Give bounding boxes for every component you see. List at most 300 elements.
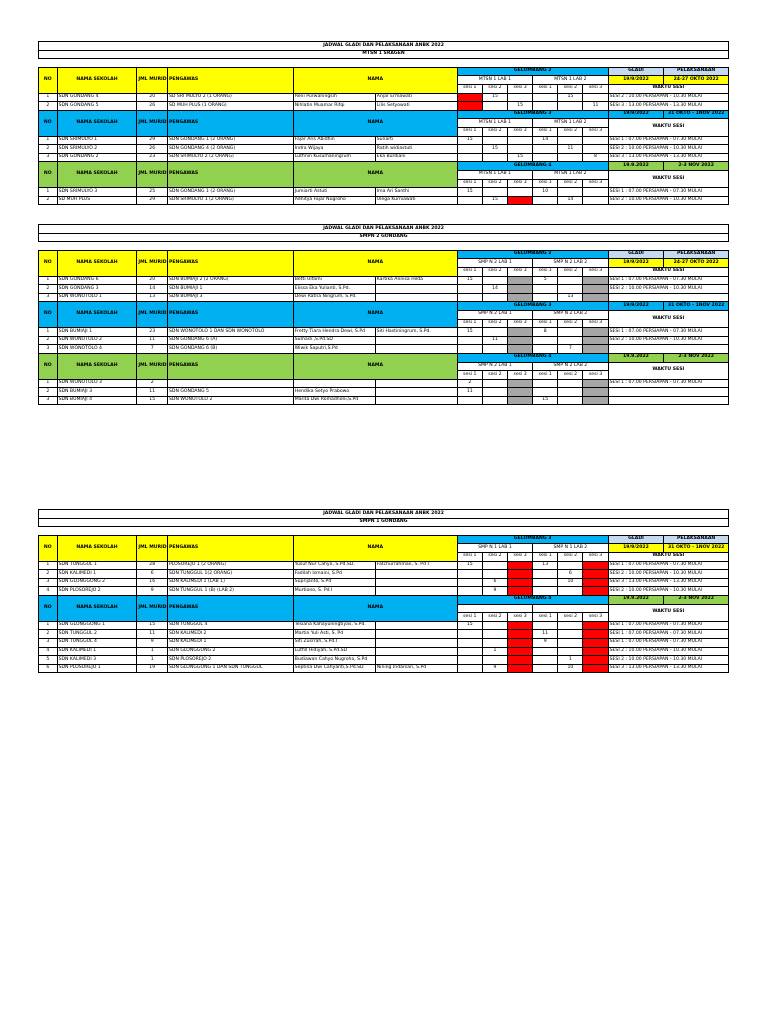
- wave-label: GELOMBANG 4: [457, 595, 608, 604]
- supervisor-name-1: Suprijanto, S.Pd: [293, 578, 375, 587]
- session-count: 11: [583, 102, 608, 111]
- session-header: sesi 3: [583, 127, 608, 136]
- session-count: [533, 578, 558, 587]
- session-count: 15: [457, 561, 482, 570]
- school-name: SDN GONDANG 4: [57, 93, 137, 102]
- session-count: 10: [533, 188, 558, 197]
- school-name: SDN GONDANG 5: [57, 102, 137, 111]
- session-count: [482, 293, 507, 302]
- table-row: [39, 587, 729, 596]
- session-time: SESI 2 : 10.00 PERSIAPAN - 10.30 MULAI: [608, 93, 728, 102]
- supervisor-name-2: [375, 621, 457, 630]
- supervisor-school: SDN KALIMEDI 1 (LAB 1): [168, 578, 294, 587]
- wave-label: GELOMBANG 4: [457, 353, 608, 362]
- col-header-supervisor: PENGAWAS: [168, 353, 294, 379]
- wave-label: GELOMBANG 3: [457, 110, 608, 119]
- session-count: 7: [558, 345, 583, 354]
- session-time: SESI 2 : 10.00 PERSIAPAN - 10.30 MULAI: [608, 336, 728, 345]
- session-header: sesi 2: [482, 319, 507, 328]
- col-header-name: NAMA: [293, 535, 457, 561]
- supervisor-school: SDN GONDANG 1 (2 ORANG): [168, 188, 294, 197]
- supervisor-name-2: Kartika Annisa Hilda: [375, 276, 457, 285]
- student-count: 26: [137, 102, 168, 111]
- student-count: 11: [137, 336, 168, 345]
- student-count: 9: [137, 638, 168, 647]
- col-header-supervisor: PENGAWAS: [168, 535, 294, 561]
- col-header-students: JML MURID: [137, 595, 168, 621]
- student-count: 15: [137, 396, 168, 405]
- school-name: SDN KALIMEDI 3: [57, 656, 137, 665]
- session-header: sesi 1: [457, 371, 482, 380]
- row-number: 3: [39, 638, 58, 647]
- session-count: [482, 561, 507, 570]
- exec-date: 2-3 NOV 2022: [664, 595, 729, 604]
- session-count: [533, 388, 558, 397]
- col-header-no: NO: [39, 302, 58, 328]
- session-header: sesi 2: [482, 552, 507, 561]
- session-count: 11: [558, 145, 583, 154]
- supervisor-school: SDN GLONGGONG 1 DAN SDN TUNGGUL: [168, 664, 294, 673]
- supervisor-name-2: [375, 388, 457, 397]
- session-count: [533, 145, 558, 154]
- school-name: SDN WONOTOLO 3: [57, 379, 137, 388]
- supervisor-name-2: Fatchurrahman, S. Pd I: [375, 561, 457, 570]
- schedule-sheet-smpn-2: [38, 224, 729, 405]
- supervisor-name-1: Murtiono, S. Pd I: [293, 587, 375, 596]
- session-count: [533, 336, 558, 345]
- student-count: 11: [137, 630, 168, 639]
- session-count: [457, 656, 482, 665]
- lab-1-label: MTSN 1 LAB 1: [457, 170, 532, 179]
- session-count: [558, 328, 583, 337]
- supervisor-name-1: Septina Dwi Cahyanti,S.Pd.SD: [293, 664, 375, 673]
- session-count: [583, 561, 608, 570]
- session-count: [533, 345, 558, 354]
- supervisor-name-2: [375, 647, 457, 656]
- session-count: [558, 561, 583, 570]
- supervisor-school: SDN SRIMULYO 2 (2 ORANG): [168, 153, 294, 162]
- lab-1-label: SMP N 2 LAB 1: [457, 259, 532, 268]
- table-row: [39, 188, 729, 197]
- session-header: sesi 3: [508, 552, 533, 561]
- student-count: 19: [137, 664, 168, 673]
- lab-2-label: SMP N 2 LAB 2: [533, 259, 608, 268]
- col-header-students: JML MURID: [137, 353, 168, 379]
- school-name: SDN GLONGGONG 1: [57, 621, 137, 630]
- session-header: sesi 2: [558, 84, 583, 93]
- supervisor-name-2: [375, 396, 457, 405]
- group-header-row: [39, 162, 729, 171]
- session-count: [457, 145, 482, 154]
- supervisor-name-1: Sumadi ,S.Pd.SD: [293, 336, 375, 345]
- session-header: sesi 3: [583, 371, 608, 380]
- row-number: 1: [39, 276, 58, 285]
- exec-date: 31 OKTO - 1NOV 2022: [664, 110, 729, 119]
- session-header: sesi 1: [533, 179, 558, 188]
- session-header: sesi 2: [482, 127, 507, 136]
- supervisor-name-1: Reni Purwaningsih: [293, 93, 375, 102]
- glad-date: 19/9/2022: [608, 110, 664, 119]
- col-header-students: JML MURID: [137, 535, 168, 561]
- session-header: sesi 2: [482, 371, 507, 380]
- group-header-row: [39, 535, 729, 544]
- supervisor-school: SD MUH PLUS (1 ORANG): [168, 102, 294, 111]
- session-count: 15: [482, 196, 507, 205]
- waktu-sesi-label: WAKTU SESI: [608, 310, 728, 327]
- glad-date: 19/9/2022: [608, 76, 664, 85]
- session-count: 13: [533, 561, 558, 570]
- supervisor-name-2: [375, 656, 457, 665]
- supervisor-name-1: Indra Wijaya: [293, 145, 375, 154]
- session-count: 5: [533, 276, 558, 285]
- supervisor-school: SDN BUMIAJI 2 (2 ORANG): [168, 276, 294, 285]
- session-count: [583, 638, 608, 647]
- col-header-school: NAMA SEKOLAH: [57, 595, 137, 621]
- exec-date: 31 OKTO - 1NOV 2022: [664, 302, 729, 311]
- session-count: [457, 293, 482, 302]
- exec-date: 24-27 OKTO 2022: [664, 259, 729, 268]
- session-count: 15: [533, 396, 558, 405]
- exec-date: 31 OKTO - 1NOV 2022: [664, 544, 729, 553]
- session-count: [482, 630, 507, 639]
- session-count: [482, 396, 507, 405]
- waktu-sesi-label: WAKTU SESI: [608, 604, 728, 621]
- session-header: sesi 3: [508, 84, 533, 93]
- row-number: 2: [39, 388, 58, 397]
- session-count: 9: [482, 587, 507, 596]
- col-header-no: NO: [39, 162, 58, 188]
- supervisor-name-1: Wiwik Saputri,S.Pd: [293, 345, 375, 354]
- session-count: [457, 196, 482, 205]
- supervisor-school: SDN TUNGGUL 1 (B) (LAB 2): [168, 587, 294, 596]
- session-count: [558, 188, 583, 197]
- glad-date: 19/9/2022: [608, 259, 664, 268]
- session-count: [558, 285, 583, 294]
- session-count: [482, 102, 507, 111]
- waktu-sesi-label: WAKTU SESI: [608, 267, 728, 276]
- venue-title: SMPN 1 GONDANG: [39, 518, 729, 527]
- session-count: [558, 336, 583, 345]
- supervisor-name-1: Nihlatin Muamar Rifqi: [293, 102, 375, 111]
- glad-header: GLADI: [608, 67, 664, 76]
- session-count: [533, 102, 558, 111]
- session-count: [583, 136, 608, 145]
- student-count: 16: [137, 578, 168, 587]
- row-number: 1: [39, 93, 58, 102]
- session-count: 15: [508, 153, 533, 162]
- supervisor-school: SDN GLONGGONG 2: [168, 647, 294, 656]
- spacer-row: [39, 242, 729, 251]
- lab-2-label: SMP N 2 LAB 2: [533, 362, 608, 371]
- session-count: [533, 656, 558, 665]
- session-count: [482, 638, 507, 647]
- session-time: [608, 396, 728, 405]
- session-count: [457, 336, 482, 345]
- session-time: SESI 1 : 07.00 PERSIAPAN - 07.30 MULAI: [608, 621, 728, 630]
- supervisor-name-1: Elissa Eka Yulianti, S.Pd.: [293, 285, 375, 294]
- session-time: SESI 1 : 07.00 PERSIAPAN - 07.30 MULAI: [608, 379, 728, 388]
- session-header: sesi 1: [533, 267, 558, 276]
- student-count: 9: [137, 587, 168, 596]
- school-name: SDN KALIMEDI 1: [57, 570, 137, 579]
- waktu-sesi-label: WAKTU SESI: [608, 362, 728, 379]
- session-count: [533, 293, 558, 302]
- supervisor-name-2: Ima Ari Santhi: [375, 188, 457, 197]
- session-count: [583, 188, 608, 197]
- lab-2-label: MTSN 1 LAB 2: [533, 170, 608, 179]
- wave-label: GELOMBANG 2: [457, 250, 608, 259]
- school-name: SDN BUMIAJI 1: [57, 328, 137, 337]
- table-row: [39, 578, 729, 587]
- supervisor-name-2: [375, 336, 457, 345]
- supervisor-school: SD SRI MULYO 2 (1 ORANG): [168, 93, 294, 102]
- session-time: [608, 293, 728, 302]
- school-name: SD MUH PLUS: [57, 196, 137, 205]
- table-row: [39, 664, 729, 673]
- supervisor-school: SDN TUNGGUL 1(2 ORANG): [168, 570, 294, 579]
- supervisor-school: SDN GONDANG 4 (2 ORANG): [168, 145, 294, 154]
- session-count: [457, 93, 482, 102]
- session-header: sesi 1: [533, 127, 558, 136]
- glad-header: GLADI: [608, 535, 664, 544]
- session-time: SESI 1 : 07.00 PERSIAPAN - 07.30 MULAI: [608, 630, 728, 639]
- session-count: [533, 93, 558, 102]
- session-count: 11: [533, 630, 558, 639]
- supervisor-name-1: Dewi Ratna Ningrum, S.Pd.: [293, 293, 375, 302]
- session-count: 15: [457, 328, 482, 337]
- session-count: [457, 578, 482, 587]
- session-header: sesi 1: [457, 179, 482, 188]
- session-count: 1: [482, 647, 507, 656]
- glad-date: 19.9.2022: [608, 162, 664, 171]
- session-header: sesi 1: [457, 84, 482, 93]
- school-name: SDN PLOSOREJO 1: [57, 664, 137, 673]
- session-count: [508, 388, 533, 397]
- session-count: [558, 396, 583, 405]
- student-count: 7: [137, 345, 168, 354]
- session-count: 6: [482, 578, 507, 587]
- session-count: [457, 102, 482, 111]
- supervisor-school: SDN TUNGGUL 4: [168, 621, 294, 630]
- row-number: 5: [39, 656, 58, 665]
- session-count: [583, 587, 608, 596]
- session-count: [508, 578, 533, 587]
- supervisor-school: SDN GONDANG 6 (A): [168, 336, 294, 345]
- session-header: sesi 3: [583, 613, 608, 622]
- waktu-sesi-label: WAKTU SESI: [608, 170, 728, 187]
- session-count: [558, 587, 583, 596]
- supervisor-school: SDN GONDANG 6 (B): [168, 345, 294, 354]
- session-count: [558, 388, 583, 397]
- table-row: [39, 293, 729, 302]
- student-count: 6: [137, 570, 168, 579]
- session-count: [508, 561, 533, 570]
- session-count: [583, 345, 608, 354]
- col-header-supervisor: PENGAWAS: [168, 67, 294, 93]
- session-count: [583, 570, 608, 579]
- supervisor-name-2: [375, 630, 457, 639]
- supervisor-school: SDN WONOTOLO 2: [168, 396, 294, 405]
- session-header: sesi 1: [533, 552, 558, 561]
- session-count: [583, 630, 608, 639]
- table-row: [39, 345, 729, 354]
- session-count: 15: [558, 93, 583, 102]
- student-count: 28: [137, 561, 168, 570]
- col-header-no: NO: [39, 595, 58, 621]
- session-count: [457, 570, 482, 579]
- session-time: SESI 2 : 10.00 PERSIAPAN - 10.30 MULAI: [608, 570, 728, 579]
- session-header: sesi 3: [583, 84, 608, 93]
- session-count: [583, 621, 608, 630]
- session-count: 8: [583, 153, 608, 162]
- session-time: SESI 1 : 07.00 PERSIAPAN - 07.30 MULAI: [608, 276, 728, 285]
- school-name: SDN GONDANG 6: [57, 276, 137, 285]
- session-count: 13: [558, 293, 583, 302]
- session-count: [558, 102, 583, 111]
- session-count: [508, 196, 533, 205]
- session-count: [508, 328, 533, 337]
- session-count: [558, 647, 583, 656]
- supervisor-school: SDN BUMIAJI 3: [168, 293, 294, 302]
- session-count: 15: [457, 136, 482, 145]
- session-count: [533, 285, 558, 294]
- table-row: [39, 388, 729, 397]
- row-number: 3: [39, 396, 58, 405]
- session-count: [558, 379, 583, 388]
- table-row: [39, 328, 729, 337]
- supervisor-name-2: Anjar Ermawati: [375, 93, 457, 102]
- table-row: [39, 656, 729, 665]
- glad-date: 19/9/2022: [608, 302, 664, 311]
- supervisor-name-1: Fadilah Ismaini, S.Pd: [293, 570, 375, 579]
- spacer-row: [39, 527, 729, 536]
- wave-label: GELOMBANG 2: [457, 67, 608, 76]
- group-header-row: [39, 353, 729, 362]
- table-row: [39, 379, 729, 388]
- col-header-name: NAMA: [293, 67, 457, 93]
- student-count: 29: [137, 196, 168, 205]
- school-name: SDN KALIMEDI 1: [57, 647, 137, 656]
- col-header-name: NAMA: [293, 110, 457, 136]
- session-count: [508, 647, 533, 656]
- col-header-name: NAMA: [293, 353, 457, 379]
- wave-label: GELOMBANG 4: [457, 162, 608, 171]
- col-header-no: NO: [39, 110, 58, 136]
- col-header-no: NO: [39, 250, 58, 276]
- session-count: [482, 153, 507, 162]
- waktu-sesi-label: WAKTU SESI: [608, 84, 728, 93]
- session-count: 10: [558, 664, 583, 673]
- group-header-row: [39, 67, 729, 76]
- col-header-school: NAMA SEKOLAH: [57, 535, 137, 561]
- session-time: SESI 2 : 10.00 PERSIAPAN - 10.30 MULAI: [608, 587, 728, 596]
- sheet-title: JADWAL GLADI DAN PELAKSANAAN ANBK 2022: [39, 225, 729, 234]
- lab-2-label: MTSN 1 LAB 2: [533, 119, 608, 128]
- session-count: [583, 379, 608, 388]
- session-count: [457, 396, 482, 405]
- supervisor-name-1: Fajar Aris Abidhin: [293, 136, 375, 145]
- session-count: [533, 196, 558, 205]
- lab-2-label: MTSN 1 LAB 2: [533, 76, 608, 85]
- supervisor-name-2: [375, 379, 457, 388]
- lab-1-label: MTSN 1 LAB 1: [457, 119, 532, 128]
- session-count: [457, 647, 482, 656]
- group-header-row: [39, 595, 729, 604]
- waktu-sesi-label: WAKTU SESI: [608, 552, 728, 561]
- supervisor-name-2: Nining Indarsari, S.Pd: [375, 664, 457, 673]
- session-time: [608, 345, 728, 354]
- row-number: 1: [39, 379, 58, 388]
- supervisor-school: SDN GONDANG 1 (2 ORANG): [168, 136, 294, 145]
- table-row: [39, 285, 729, 294]
- session-count: [457, 153, 482, 162]
- session-count: 11: [457, 388, 482, 397]
- session-count: [482, 570, 507, 579]
- sheet-title: JADWAL GLADI DAN PELAKSANAAN ANBK 2022: [39, 42, 729, 51]
- row-number: 3: [39, 293, 58, 302]
- session-count: [482, 379, 507, 388]
- session-header: sesi 1: [457, 267, 482, 276]
- session-header: sesi 2: [558, 552, 583, 561]
- session-count: [457, 285, 482, 294]
- session-count: [533, 664, 558, 673]
- col-header-students: JML MURID: [137, 67, 168, 93]
- session-count: 9: [482, 664, 507, 673]
- student-count: 13: [137, 293, 168, 302]
- session-count: 14: [558, 196, 583, 205]
- exec-date: 24-27 OKTO 2022: [664, 76, 729, 85]
- session-count: [508, 379, 533, 388]
- session-count: [508, 621, 533, 630]
- session-time: SESI 1 : 07.00 PERSIAPAN - 07.30 MULAI: [608, 561, 728, 570]
- col-header-school: NAMA SEKOLAH: [57, 67, 137, 93]
- student-count: 23: [137, 153, 168, 162]
- session-count: [583, 328, 608, 337]
- col-header-supervisor: PENGAWAS: [168, 110, 294, 136]
- exec-date: 2-3 NOV 2022: [664, 353, 729, 362]
- session-time: SESI 2 : 10.00 PERSIAPAN - 10.30 MULAI: [608, 196, 728, 205]
- col-header-students: JML MURID: [137, 250, 168, 276]
- supervisor-name-2: [375, 587, 457, 596]
- school-name: SDN GONDANG 2: [57, 153, 137, 162]
- row-number: 2: [39, 102, 58, 111]
- col-header-no: NO: [39, 67, 58, 93]
- session-count: [508, 145, 533, 154]
- session-count: [533, 647, 558, 656]
- session-count: [533, 621, 558, 630]
- session-count: [558, 621, 583, 630]
- supervisor-name-1: Hendika Setyo Prabowo: [293, 388, 375, 397]
- supervisor-school: SDN SRIMULYO 1 (2 ORANG): [168, 196, 294, 205]
- supervisor-name-2: [375, 345, 457, 354]
- session-count: 9: [533, 638, 558, 647]
- row-number: 1: [39, 561, 58, 570]
- session-header: sesi 1: [457, 552, 482, 561]
- student-count: 2: [137, 379, 168, 388]
- col-header-name: NAMA: [293, 302, 457, 328]
- supervisor-name-1: Siti Zusrrah, S.Pd.I: [293, 638, 375, 647]
- supervisor-name-1: Martin Yuli Asti, S. Pd: [293, 630, 375, 639]
- supervisor-name-1: Yusuf Nur Cahyo, S.Pd.SD.: [293, 561, 375, 570]
- session-count: [583, 196, 608, 205]
- supervisor-name-1: [293, 379, 375, 388]
- session-count: [558, 276, 583, 285]
- session-count: [533, 379, 558, 388]
- session-header: sesi 1: [533, 613, 558, 622]
- session-count: [508, 664, 533, 673]
- session-count: 8: [533, 328, 558, 337]
- session-header: sesi 3: [583, 179, 608, 188]
